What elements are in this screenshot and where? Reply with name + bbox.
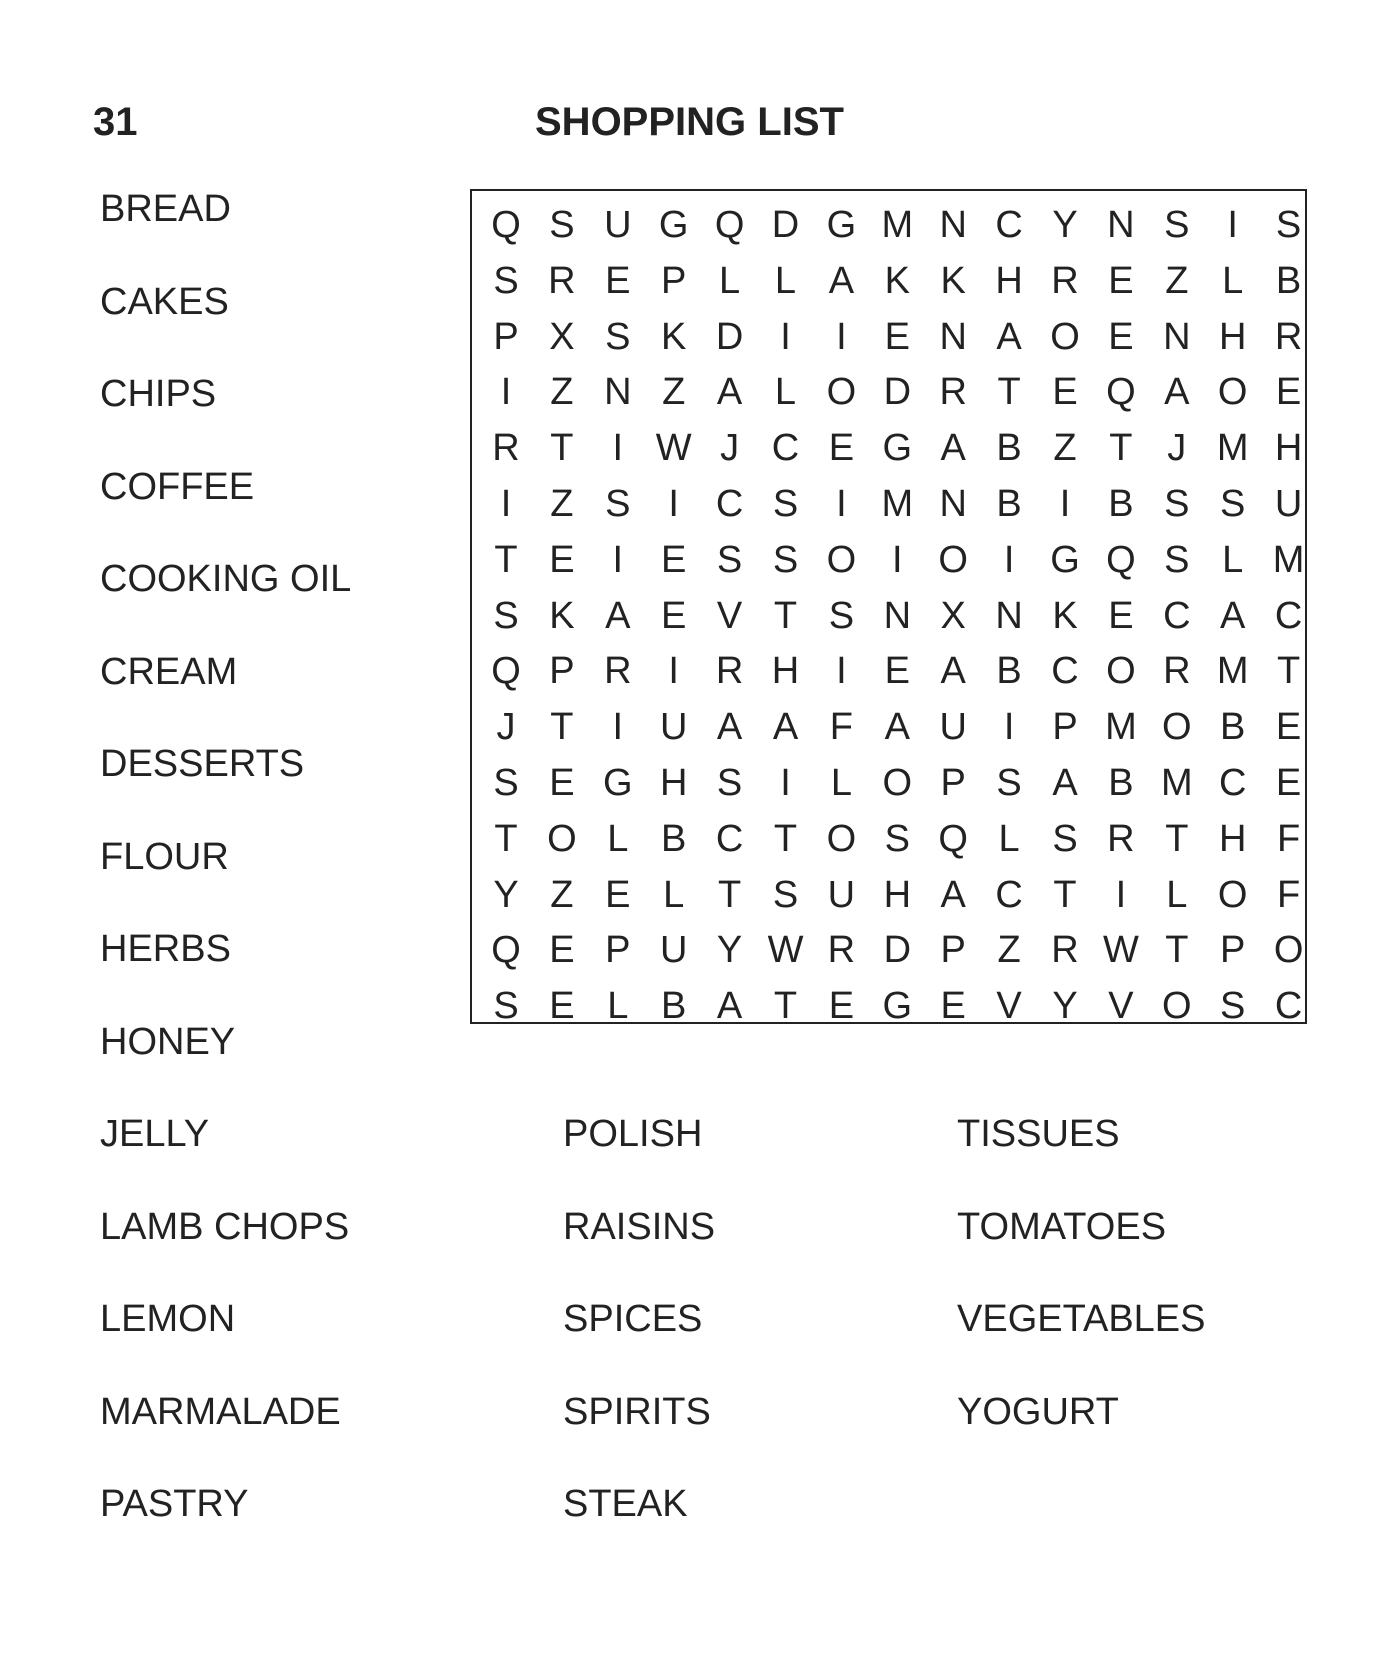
grid-letter[interactable]: L xyxy=(1222,259,1244,302)
grid-letter[interactable]: S xyxy=(1164,483,1190,525)
grid-letter[interactable]: P xyxy=(1052,706,1078,749)
grid-letter[interactable]: B xyxy=(1275,259,1302,302)
word-list-item: YOGURT xyxy=(957,1390,1119,1433)
grid-letter[interactable]: G xyxy=(826,204,857,246)
grid-letter[interactable]: I xyxy=(1003,538,1015,581)
grid-letter[interactable]: I xyxy=(780,315,791,358)
grid-letter[interactable]: A xyxy=(828,259,855,302)
grid-letter[interactable]: A xyxy=(1220,594,1246,637)
grid-letter[interactable]: K xyxy=(661,315,687,358)
grid-letter[interactable]: A xyxy=(940,650,966,693)
grid-letter[interactable]: X xyxy=(940,594,966,637)
grid-letter[interactable]: N xyxy=(939,315,967,358)
word-list-item: DESSERTS xyxy=(100,743,305,785)
grid-letter[interactable]: O xyxy=(826,371,857,414)
grid-letter[interactable]: Q xyxy=(491,204,521,246)
grid-letter[interactable]: A xyxy=(884,706,910,749)
grid-letter[interactable]: E xyxy=(940,985,966,1028)
grid-letter[interactable]: E xyxy=(1108,594,1134,637)
grid-letter[interactable]: T xyxy=(1276,650,1301,693)
grid-letter[interactable]: M xyxy=(881,483,914,525)
grid-letter[interactable]: G xyxy=(603,762,633,804)
word-list-item: COFFEE xyxy=(100,465,255,508)
grid-letter[interactable]: M xyxy=(881,204,914,246)
grid-letter[interactable]: H xyxy=(883,873,912,916)
grid-letter[interactable]: C xyxy=(1218,762,1247,804)
grid-letter[interactable]: M xyxy=(1160,762,1193,804)
grid-letter[interactable]: C xyxy=(715,817,744,860)
grid-letter[interactable]: L xyxy=(830,762,852,804)
grid-letter[interactable]: E xyxy=(828,427,855,470)
grid-letter[interactable]: J xyxy=(496,706,516,749)
grid-letter[interactable]: Q xyxy=(938,817,968,860)
grid-row xyxy=(472,309,1305,365)
grid-letter[interactable]: P xyxy=(940,762,966,804)
grid-letter[interactable]: U xyxy=(604,204,632,246)
grid-letter[interactable]: R xyxy=(1107,817,1135,860)
grid-letter[interactable]: E xyxy=(605,873,631,916)
grid-letter[interactable]: C xyxy=(1274,594,1303,637)
word-list-item: TISSUES xyxy=(957,1113,1120,1155)
grid-letter[interactable]: D xyxy=(715,315,744,358)
grid-letter[interactable]: S xyxy=(1164,204,1190,246)
grid-letter[interactable]: C xyxy=(995,204,1023,246)
word-list-item: HERBS xyxy=(100,928,231,970)
word-list-item: CREAM xyxy=(100,650,238,693)
grid-letter[interactable]: Q xyxy=(491,929,521,972)
grid-letter[interactable]: I xyxy=(500,371,512,414)
grid-letter[interactable]: S xyxy=(493,259,519,302)
grid-letter[interactable]: A xyxy=(772,706,799,749)
grid-letter[interactable]: T xyxy=(550,706,574,749)
grid-letter[interactable]: R xyxy=(827,929,856,972)
grid-letter[interactable]: S xyxy=(772,483,799,525)
word-list-item: MARMALADE xyxy=(100,1390,341,1433)
grid-letter[interactable]: N xyxy=(1163,315,1191,358)
grid-letter[interactable]: C xyxy=(715,483,744,525)
grid-letter[interactable]: S xyxy=(605,483,631,525)
grid-letter[interactable]: U xyxy=(827,873,856,916)
grid-letter[interactable]: S xyxy=(605,315,631,358)
grid-letter[interactable]: O xyxy=(1162,985,1192,1028)
grid-letter[interactable]: N xyxy=(995,594,1023,637)
grid-letter[interactable]: Z xyxy=(550,873,574,916)
grid-letter[interactable]: N xyxy=(1107,204,1135,246)
grid-letter[interactable]: I xyxy=(668,650,679,693)
word-list-item: HONEY xyxy=(100,1020,236,1063)
grid-letter[interactable]: R xyxy=(1051,929,1079,972)
grid-letter[interactable]: T xyxy=(773,817,798,860)
grid-letter[interactable]: T xyxy=(550,427,574,470)
grid-letter[interactable]: L xyxy=(663,873,685,916)
word-list-item: STEAK xyxy=(563,1483,688,1525)
grid-letter[interactable]: T xyxy=(494,538,518,581)
grid-letter[interactable]: G xyxy=(882,985,913,1028)
word-list-item: BREAD xyxy=(100,188,231,230)
grid-letter[interactable]: Y xyxy=(1052,985,1078,1028)
grid-letter[interactable]: R xyxy=(1163,650,1191,693)
grid-letter[interactable]: Y xyxy=(716,929,743,972)
grid-letter[interactable]: P xyxy=(549,650,575,693)
grid-letter[interactable]: S xyxy=(1220,483,1246,525)
grid-letter[interactable]: L xyxy=(998,817,1020,860)
grid-letter[interactable]: E xyxy=(549,538,575,581)
grid-letter[interactable]: A xyxy=(1052,762,1078,804)
grid-letter[interactable]: I xyxy=(612,427,624,470)
word-list-item: COOKING OIL xyxy=(100,558,352,600)
grid-letter[interactable]: E xyxy=(1108,259,1134,302)
grid-letter[interactable]: N xyxy=(883,594,912,637)
grid-letter[interactable]: M xyxy=(1272,538,1305,581)
grid-letter[interactable]: E xyxy=(661,594,687,637)
grid-row xyxy=(472,364,1305,420)
grid-letter[interactable]: S xyxy=(884,817,910,860)
grid-row xyxy=(472,978,1305,1034)
grid-letter[interactable]: S xyxy=(772,873,799,916)
word-list-item: CHIPS xyxy=(100,373,217,415)
grid-letter[interactable]: U xyxy=(659,929,688,972)
grid-letter[interactable]: D xyxy=(771,204,800,246)
grid-letter[interactable]: P xyxy=(661,259,687,302)
grid-letter[interactable]: M xyxy=(1216,427,1249,470)
grid-letter[interactable]: S xyxy=(996,762,1022,804)
grid-letter[interactable]: I xyxy=(836,315,847,358)
grid-letter[interactable]: E xyxy=(884,315,910,358)
grid-letter[interactable]: H xyxy=(1218,315,1247,358)
grid-letter[interactable]: T xyxy=(773,594,798,637)
grid-letter[interactable]: G xyxy=(1050,538,1080,581)
grid-letter[interactable]: I xyxy=(892,538,903,581)
grid-letter[interactable]: S xyxy=(1220,985,1246,1028)
grid-letter[interactable]: B xyxy=(996,427,1022,470)
grid-letter[interactable]: A xyxy=(996,315,1022,358)
grid-letter[interactable]: I xyxy=(500,483,512,525)
grid-letter[interactable]: N xyxy=(939,204,967,246)
grid-letter[interactable]: L xyxy=(774,259,797,302)
word-list-item: VEGETABLES xyxy=(957,1298,1206,1340)
grid-letter[interactable]: S xyxy=(1275,204,1302,246)
grid-letter[interactable]: Z xyxy=(662,371,686,414)
grid-letter[interactable]: R xyxy=(715,650,744,693)
grid-letter[interactable]: I xyxy=(1003,706,1015,749)
grid-letter[interactable]: E xyxy=(605,259,631,302)
grid-letter[interactable]: E xyxy=(549,762,575,804)
grid-letter[interactable]: S xyxy=(828,594,855,637)
grid-letter[interactable]: E xyxy=(1275,762,1302,804)
grid-letter[interactable]: I xyxy=(836,483,847,525)
grid-letter[interactable]: E xyxy=(549,929,575,972)
grid-letter[interactable]: X xyxy=(549,315,575,358)
grid-letter[interactable]: H xyxy=(659,762,688,804)
grid-letter[interactable]: A xyxy=(716,706,743,749)
word-list-item: SPICES xyxy=(563,1298,703,1340)
grid-letter[interactable]: B xyxy=(1220,706,1246,749)
page-title: SHOPPING LIST xyxy=(535,100,844,144)
grid-letter[interactable]: I xyxy=(836,650,847,693)
grid-letter[interactable]: H xyxy=(1218,817,1247,860)
grid-letter[interactable]: P xyxy=(1220,929,1246,972)
grid-letter[interactable]: Y xyxy=(493,873,519,916)
grid-letter[interactable]: B xyxy=(661,985,687,1028)
grid-letter[interactable]: K xyxy=(549,594,575,637)
grid-letter[interactable]: E xyxy=(828,985,855,1028)
grid-letter[interactable]: I xyxy=(612,538,624,581)
grid-letter[interactable]: P xyxy=(940,929,966,972)
grid-letter[interactable]: C xyxy=(771,427,800,470)
grid-letter[interactable]: D xyxy=(883,929,912,972)
grid-letter[interactable]: S xyxy=(493,985,519,1028)
grid-letter[interactable]: E xyxy=(1275,706,1302,749)
grid-row xyxy=(472,476,1305,532)
grid-letter[interactable]: S xyxy=(1052,817,1078,860)
grid-letter[interactable]: T xyxy=(773,985,798,1028)
grid-letter[interactable]: N xyxy=(604,371,632,414)
grid-letter[interactable]: T xyxy=(1165,817,1189,860)
word-list-item: SPIRITS xyxy=(563,1390,711,1433)
grid-letter[interactable]: J xyxy=(1167,427,1187,470)
grid-letter[interactable]: E xyxy=(661,538,687,581)
grid-letter[interactable]: N xyxy=(939,483,967,525)
word-search-grid[interactable] xyxy=(470,189,1307,1028)
grid-letter[interactable]: U xyxy=(1274,483,1303,525)
grid-letter[interactable]: O xyxy=(882,762,913,804)
grid-letter[interactable]: Q xyxy=(714,204,745,246)
grid-letter[interactable]: H xyxy=(771,650,800,693)
grid-letter[interactable]: C xyxy=(995,873,1023,916)
grid-letter[interactable]: O xyxy=(547,817,577,860)
grid-letter[interactable]: Z xyxy=(1053,427,1077,470)
grid-letter[interactable]: O xyxy=(1217,371,1248,414)
grid-letter[interactable]: L xyxy=(774,371,797,414)
grid-letter[interactable]: G xyxy=(658,204,689,246)
grid-letter[interactable]: H xyxy=(1274,427,1303,470)
word-list-item: TOMATOES xyxy=(957,1205,1167,1248)
grid-letter[interactable]: O xyxy=(1162,706,1192,749)
grid-letter[interactable]: S xyxy=(493,762,519,804)
grid-letter[interactable]: M xyxy=(1105,706,1137,749)
grid-letter[interactable]: P xyxy=(605,929,631,972)
grid-letter[interactable]: M xyxy=(1216,650,1249,693)
grid-letter[interactable]: V xyxy=(716,594,743,637)
grid-letter[interactable]: C xyxy=(1051,650,1079,693)
grid-letter[interactable]: T xyxy=(1053,873,1077,916)
grid-letter[interactable]: L xyxy=(1166,873,1188,916)
grid-letter[interactable]: S xyxy=(716,762,743,804)
grid-letter[interactable]: I xyxy=(780,762,791,804)
grid-letter[interactable]: Q xyxy=(491,650,521,693)
grid-letter[interactable]: V xyxy=(1108,985,1134,1028)
word-list-item: CAKES xyxy=(100,280,229,323)
word-list-item: RAISINS xyxy=(563,1205,716,1248)
grid-letter[interactable]: Y xyxy=(1052,204,1078,246)
word-list-item: JELLY xyxy=(100,1113,210,1155)
grid-letter[interactable]: I xyxy=(612,706,624,749)
grid-letter[interactable]: S xyxy=(549,204,575,246)
grid-letter[interactable]: Q xyxy=(1106,371,1136,414)
grid-letter[interactable]: O xyxy=(826,538,857,581)
grid-letter[interactable]: T xyxy=(1109,427,1133,470)
grid-row xyxy=(472,755,1305,811)
grid-letter[interactable]: B xyxy=(661,817,687,860)
grid-letter[interactable]: L xyxy=(1222,538,1244,581)
grid-letter[interactable]: L xyxy=(607,817,629,860)
grid-letter[interactable]: B xyxy=(1108,762,1134,804)
grid-letter[interactable]: R xyxy=(1051,259,1079,302)
grid-letter[interactable]: R xyxy=(939,371,967,414)
grid-letter[interactable]: D xyxy=(883,371,912,414)
grid-letter[interactable]: E xyxy=(549,985,575,1028)
grid-letter[interactable]: K xyxy=(1052,594,1078,637)
grid-letter[interactable]: O xyxy=(1050,315,1080,358)
word-list-item: POLISH xyxy=(563,1113,703,1155)
grid-letter[interactable]: R xyxy=(1274,315,1303,358)
grid-letter[interactable]: A xyxy=(716,985,743,1028)
grid-letter[interactable]: E xyxy=(1108,315,1134,358)
grid-letter[interactable]: Z xyxy=(997,929,1021,972)
grid-letter[interactable]: V xyxy=(996,985,1022,1028)
grid-letter[interactable]: U xyxy=(659,706,688,749)
grid-letter[interactable]: I xyxy=(668,483,679,525)
word-list-item: FLOUR xyxy=(100,835,229,878)
grid-letter[interactable]: G xyxy=(882,427,913,470)
grid-letter[interactable]: R xyxy=(492,427,520,470)
grid-letter[interactable]: E xyxy=(1052,371,1078,414)
grid-letter[interactable]: U xyxy=(939,706,967,749)
grid-row xyxy=(472,643,1305,699)
grid-row xyxy=(472,197,1305,253)
grid-letter[interactable]: W xyxy=(767,929,804,972)
grid-letter[interactable]: A xyxy=(940,427,966,470)
grid-letter[interactable]: C xyxy=(1274,985,1303,1028)
grid-letter[interactable]: B xyxy=(996,650,1022,693)
grid-row xyxy=(472,588,1305,644)
grid-letter[interactable]: A xyxy=(716,371,743,414)
grid-letter[interactable]: Q xyxy=(1106,538,1136,581)
grid-letter[interactable]: P xyxy=(493,315,519,358)
grid-letter[interactable]: I xyxy=(1059,483,1071,525)
grid-letter[interactable]: O xyxy=(826,817,857,860)
grid-row xyxy=(472,420,1305,476)
grid-letter[interactable]: F xyxy=(829,706,853,749)
grid-letter[interactable]: R xyxy=(548,259,576,302)
grid-letter[interactable]: C xyxy=(1163,594,1191,637)
grid-letter[interactable]: S xyxy=(772,538,799,581)
grid-letter[interactable]: I xyxy=(1115,873,1127,916)
grid-letter[interactable]: A xyxy=(605,594,631,637)
grid-row xyxy=(472,811,1305,867)
grid-letter[interactable]: K xyxy=(940,259,966,302)
grid-row xyxy=(472,699,1305,755)
grid-letter[interactable]: I xyxy=(1227,204,1238,246)
grid-letter[interactable]: B xyxy=(1108,483,1134,525)
grid-letter[interactable]: O xyxy=(1217,873,1248,916)
grid-letter[interactable]: S xyxy=(716,538,743,581)
grid-letter[interactable]: R xyxy=(604,650,632,693)
grid-letter[interactable]: T xyxy=(1165,929,1189,972)
grid-letter[interactable]: T xyxy=(494,817,518,860)
grid-letter[interactable]: L xyxy=(607,985,629,1028)
grid-row xyxy=(472,532,1305,588)
grid-letter[interactable]: T xyxy=(997,371,1021,414)
grid-letter[interactable]: H xyxy=(995,259,1023,302)
grid-row xyxy=(472,253,1305,309)
grid-row xyxy=(472,922,1305,978)
grid-letter[interactable]: L xyxy=(719,259,741,302)
word-list-item: LEMON xyxy=(100,1298,236,1340)
grid-letter[interactable]: Z xyxy=(1165,259,1189,302)
grid-letter[interactable]: F xyxy=(1276,873,1301,916)
grid-letter[interactable]: B xyxy=(996,483,1022,525)
grid-letter[interactable]: T xyxy=(717,873,742,916)
word-list-item: PASTRY xyxy=(100,1483,249,1525)
grid-letter[interactable]: J xyxy=(720,427,740,470)
word-list-item: LAMB CHOPS xyxy=(100,1205,350,1248)
grid-letter[interactable]: O xyxy=(938,538,968,581)
grid-letter[interactable]: W xyxy=(1102,929,1139,972)
grid-letter[interactable]: W xyxy=(655,427,692,470)
grid-letter[interactable]: S xyxy=(493,594,519,637)
grid-letter[interactable]: A xyxy=(1164,371,1190,414)
grid-letter[interactable]: O xyxy=(1273,929,1304,972)
grid-letter[interactable]: K xyxy=(884,259,910,302)
grid-row xyxy=(472,867,1305,923)
grid-letter[interactable]: O xyxy=(1106,650,1136,693)
grid-letter[interactable]: E xyxy=(1275,371,1302,414)
grid-letter[interactable]: S xyxy=(1164,538,1190,581)
grid-letter[interactable]: E xyxy=(884,650,910,693)
page-number: 31 xyxy=(93,100,138,144)
grid-letter[interactable]: F xyxy=(1276,817,1301,860)
grid-letter[interactable]: Z xyxy=(550,483,574,525)
grid-letter[interactable]: Z xyxy=(550,371,574,414)
grid-letter[interactable]: A xyxy=(940,873,966,916)
